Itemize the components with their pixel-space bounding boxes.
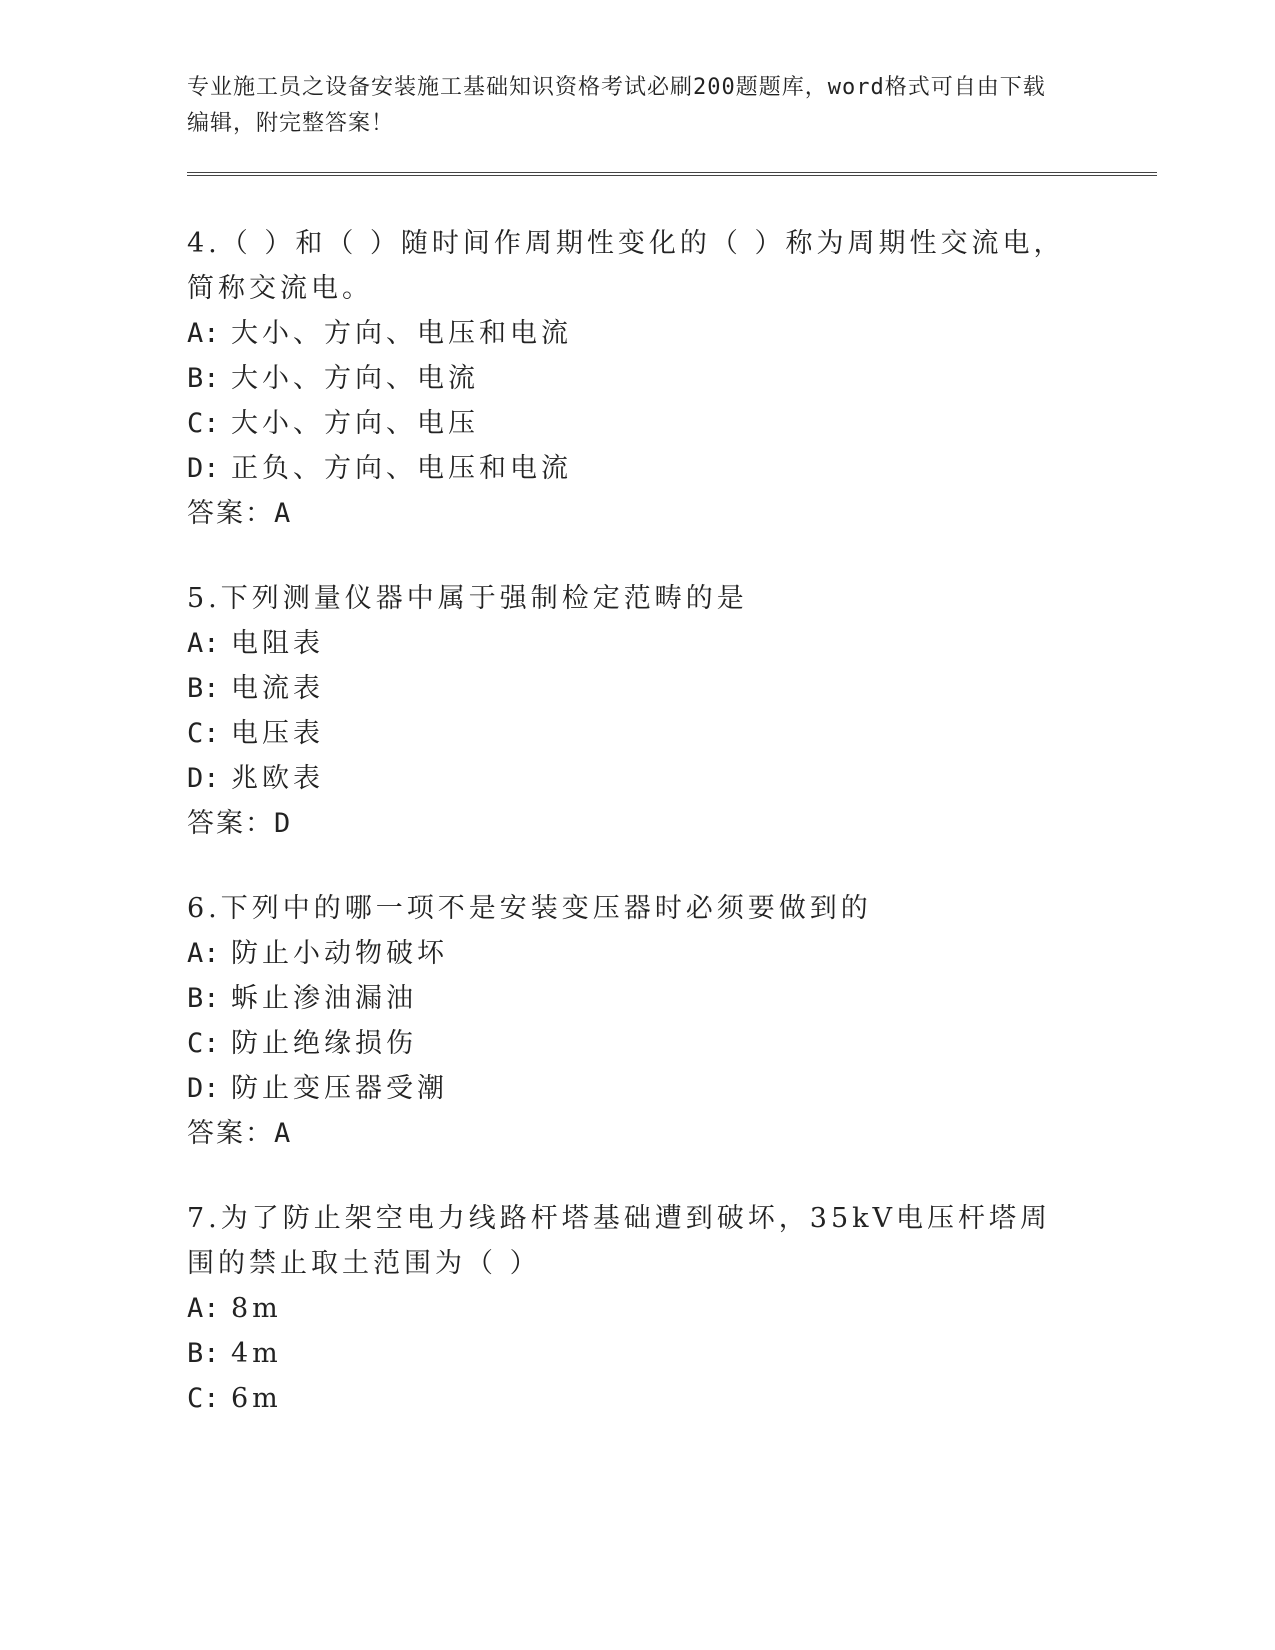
option-text: 6m xyxy=(231,1383,282,1414)
question-text: 7.为了防止架空电力线路杆塔基础遭到破坏，35kV电压杆塔周围的禁止取土范围为（ ） xyxy=(187,1203,1051,1279)
option-letter: A: xyxy=(187,938,220,969)
option-text: 防止变压器受潮 xyxy=(231,1073,448,1104)
option-c xyxy=(187,401,1157,446)
question-6 xyxy=(187,886,1157,1156)
option-c xyxy=(187,1376,1157,1421)
option-b xyxy=(187,976,1157,1021)
document-page xyxy=(187,70,1157,1461)
option-letter: A: xyxy=(187,628,220,659)
option-text: 电流表 xyxy=(231,673,324,704)
option-text: 大小、方向、电压 xyxy=(231,408,479,439)
option-c xyxy=(187,1021,1157,1066)
option-letter: D: xyxy=(187,1073,220,1104)
option-a xyxy=(187,1286,1157,1331)
question-text: 6.下列中的哪一项不是安装变压器时必须要做到的 xyxy=(187,893,872,924)
option-a xyxy=(187,311,1157,356)
option-b xyxy=(187,1331,1157,1376)
option-text: 4m xyxy=(231,1338,282,1369)
option-letter: D: xyxy=(187,763,220,794)
option-d xyxy=(187,1066,1157,1111)
header-divider xyxy=(187,172,1157,176)
question-text: 5.下列测量仪器中属于强制检定范畴的是 xyxy=(187,583,748,614)
option-text: 8m xyxy=(231,1293,282,1324)
question-7 xyxy=(187,1196,1157,1421)
option-c xyxy=(187,711,1157,756)
question-list xyxy=(187,221,1157,1421)
option-text: 蚸止渗油漏油 xyxy=(231,983,417,1014)
option-letter: C: xyxy=(187,718,220,749)
option-letter: C: xyxy=(187,1383,220,1414)
option-text: 正负、方向、电压和电流 xyxy=(231,453,572,484)
option-text: 电压表 xyxy=(231,718,324,749)
option-letter: A: xyxy=(187,318,220,349)
option-text: 兆欧表 xyxy=(231,763,324,794)
option-letter: B: xyxy=(187,363,220,394)
option-letter: D: xyxy=(187,453,220,484)
option-letter: C: xyxy=(187,408,220,439)
option-a xyxy=(187,931,1157,976)
option-b xyxy=(187,666,1157,711)
answer-text: 答案：A xyxy=(187,1118,293,1149)
option-text: 电阻表 xyxy=(231,628,324,659)
option-text: 大小、方向、电压和电流 xyxy=(231,318,572,349)
option-letter: B: xyxy=(187,1338,220,1369)
option-b xyxy=(187,356,1157,401)
option-letter: B: xyxy=(187,673,220,704)
answer-text: 答案：D xyxy=(187,808,293,839)
option-letter: C: xyxy=(187,1028,220,1059)
option-d xyxy=(187,446,1157,491)
option-a xyxy=(187,621,1157,666)
option-letter: A: xyxy=(187,1293,220,1324)
question-5 xyxy=(187,576,1157,846)
option-d xyxy=(187,756,1157,801)
option-text: 防止小动物破坏 xyxy=(231,938,448,969)
option-letter: B: xyxy=(187,983,220,1014)
answer-text: 答案：A xyxy=(187,498,293,529)
document-title: 专业施工员之设备安装施工基础知识资格考试必刷200题题库，word格式可自由下载编辑，附完整答案！ xyxy=(187,75,1046,136)
question-text: 4.（ ）和（ ）随时间作周期性变化的（ ）称为周期性交流电，简称交流电。 xyxy=(187,228,1065,304)
question-4 xyxy=(187,221,1157,536)
option-text: 防止绝缘损伤 xyxy=(231,1028,417,1059)
option-text: 大小、方向、电流 xyxy=(231,363,479,394)
